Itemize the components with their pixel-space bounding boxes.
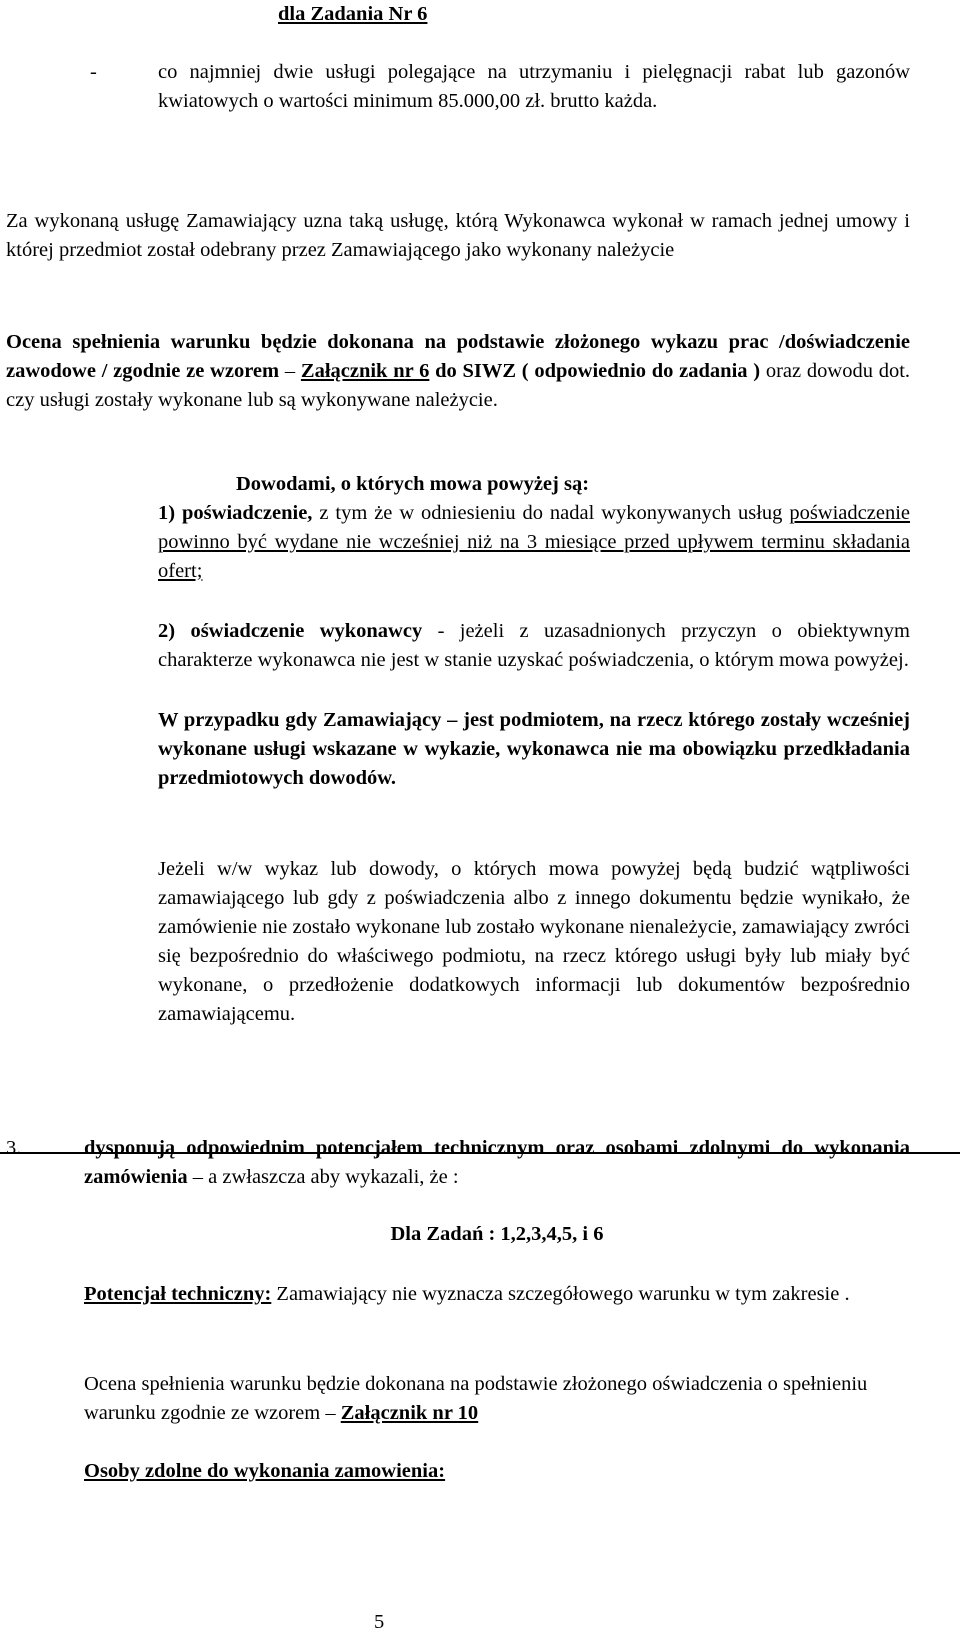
technical-potential-paragraph [84,1280,910,1309]
persons-heading: Osoby zdolne do wykonania zamowienia: [84,1460,446,1482]
technical-potential-text: Zamawiający nie wyznacza szczegółowego warunku w tym zakresie . [271,1283,850,1305]
section-heading: dla Zadania Nr 6 [278,3,428,25]
bullet-dash: - [90,61,97,83]
paragraph-assessment [6,328,910,415]
page-number: 5 [374,1611,385,1633]
dash: – [284,360,296,382]
assessment-statement [84,1370,910,1428]
item-2-text: - jeżeli z uzasadnionych przyczyn o obiektywnym charakterze wykonawca nie jest w stanie uzyskać poświadczenia, o którym mowa powyżej. [158,620,910,671]
evidence-item-1 [158,499,910,586]
assessment-statement-text: Ocena spełnienia warunku będzie dokonana na podstawie złożonego oświadczenia o spełnieniu warunku zgodnie ze wzorem – [84,1373,868,1424]
paragraph-services: Za wykonaną usługę Zamawiający uzna taką usługę, którą Wykonawca wykonał w ramach jednej umowy i której przedmiot został odebrany przez Zamawiającego jako wykonany należycie [6,210,910,261]
siwz-ref: do SIWZ ( odpowiednio do zadania ) [429,360,761,382]
item-2-number: 2) [158,620,176,642]
item-1-bold: poświadczenie, [182,502,313,524]
evidence-heading: Dowodami, o których mowa powyżej są: [236,473,590,495]
section-3-text [84,1134,910,1192]
attachment-10-link: Załącznik nr 10 [340,1402,479,1424]
tasks-heading: Dla Zadań : 1,2,3,4,5, i 6 [390,1223,604,1245]
item-1-number: 1) [158,502,176,524]
section-3-number: 3. [6,1137,22,1159]
attachment-6-link: Załącznik nr 6 [300,360,430,382]
evidence-note: W przypadku gdy Zamawiający – jest podmiotem, na rzecz którego zostały wcześniej wykonane usługi wskazane w wykazie, wykonawca nie ma obowiązku przedkładania przedmiotowych dowodów. [158,709,910,789]
item-1-text: z tym że w odniesieniu do nadal wykonywanych usług [312,502,790,524]
section-3-bold: dysponują odpowiednim potencjałem technicznym oraz osobami zdolnymi do wykonania zamówienia [84,1137,910,1188]
section-3-rest: – a zwłaszcza aby wykazali, że : [187,1166,459,1188]
assessment-rest: oraz dowodu dot. czy usługi zostały wykonane lub są wykonywane należycie. [6,360,911,411]
doubt-paragraph: Jeżeli w/w wykaz lub dowody, o których mowa powyżej będą budzić wątpliwości zamawiającego lub gdy z poświadczenia albo z innego dokumentu będzie wynikało, że zamówienie nie zostało wykonane lub zostało wykonane nienależycie, zamawiający zwróci się bezpośrednio do właściwego podmiotu, na rzecz którego usługi były lub miały być wykonane, o przedłożenie dodatkowych informacji lub dokumentów bezpośrednio zamawiającemu. [158,858,910,1025]
bullet-text: co najmniej dwie usługi polegające na utrzymaniu i pielęgnacji rabat lub gazonów kwiatowych o wartości minimum 85.000,00 zł. brutto każda. [158,61,910,112]
technical-potential-label: Potencjał techniczny: [84,1283,272,1305]
item-1-underlined: poświadczenie powinno być wydane nie wcześniej niż na 3 miesiące przed upływem terminu składania ofert; [158,502,910,582]
evidence-item-2 [158,617,910,675]
item-2-bold: oświadczenie wykonawcy [190,620,423,642]
assessment-bold: Ocena spełnienia warunku będzie dokonana na podstawie złożonego wykazu prac /doświadczenie zawodowe / zgodnie ze wzorem [6,331,910,382]
